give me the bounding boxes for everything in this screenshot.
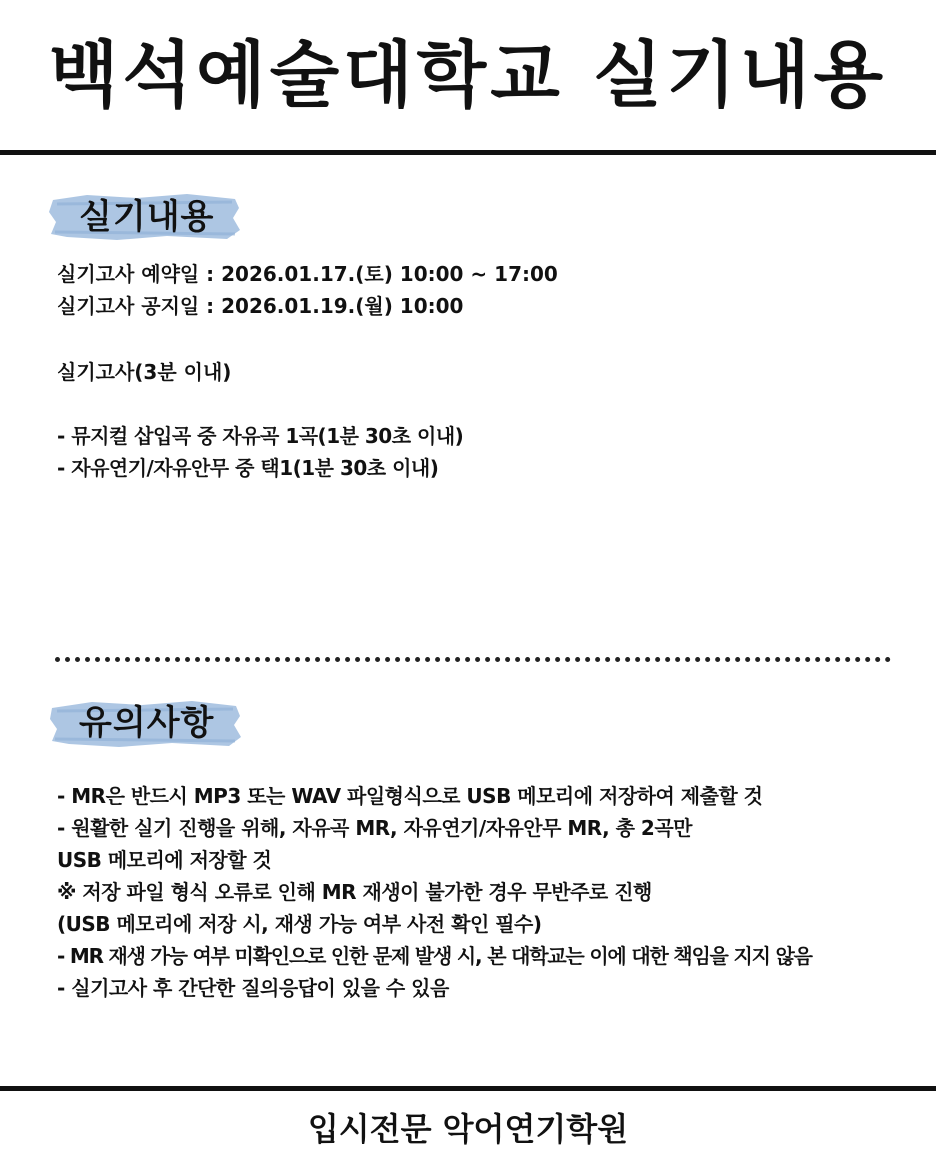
note-line: - MR은 반드시 MP3 또는 WAV 파일형식으로 USB 메모리에 저장하여 제출할 것 (57, 784, 763, 808)
exam-items-list (57, 420, 463, 484)
note-line: - 실기고사 후 간단한 질의응답이 있을 수 있음 (57, 976, 449, 1000)
section-heading-exam-content (47, 188, 243, 246)
exam-title: 실기고사(3분 이내) (57, 360, 232, 384)
section-heading-label: 유의사항 (79, 703, 215, 743)
note-line: - MR 재생 가능 여부 미확인으로 인한 문제 발생 시, 본 대학교는 이에 대한 책임을 지지 않음 (57, 944, 812, 968)
section-heading-label: 실기내용 (79, 197, 215, 237)
title-divider (0, 150, 936, 155)
notes-list (57, 780, 812, 1004)
reservation-date: 실기고사 예약일 : 2026.01.17.(토) 10:00 ~ 17:00 (57, 262, 558, 286)
exam-item: - 자유연기/자유안무 중 택1(1분 30초 이내) (57, 456, 439, 480)
note-line: USB 메모리에 저장할 것 (57, 848, 272, 872)
note-line: (USB 메모리에 저장 시, 재생 가능 여부 사전 확인 필수) (57, 912, 542, 936)
note-line: ※ 저장 파일 형식 오류로 인해 MR 재생이 불가한 경우 무반주로 진행 (57, 880, 652, 904)
note-line: - 원활한 실기 진행을 위해, 자유곡 MR, 자유연기/자유안무 MR, 총 2곡만 (57, 816, 692, 840)
page-title: 백석예술대학교 실기내용 (48, 33, 888, 117)
schedule-list (57, 258, 558, 322)
section-divider (55, 657, 891, 662)
section-heading-notes (47, 694, 243, 752)
footer-academy-name: 입시전문 악어연기학원 (307, 1110, 629, 1148)
exam-item: - 뮤지컬 삽입곡 중 자유곡 1곡(1분 30초 이내) (57, 424, 464, 448)
footer-divider (0, 1086, 936, 1091)
announcement-date: 실기고사 공지일 : 2026.01.19.(월) 10:00 (57, 294, 464, 318)
